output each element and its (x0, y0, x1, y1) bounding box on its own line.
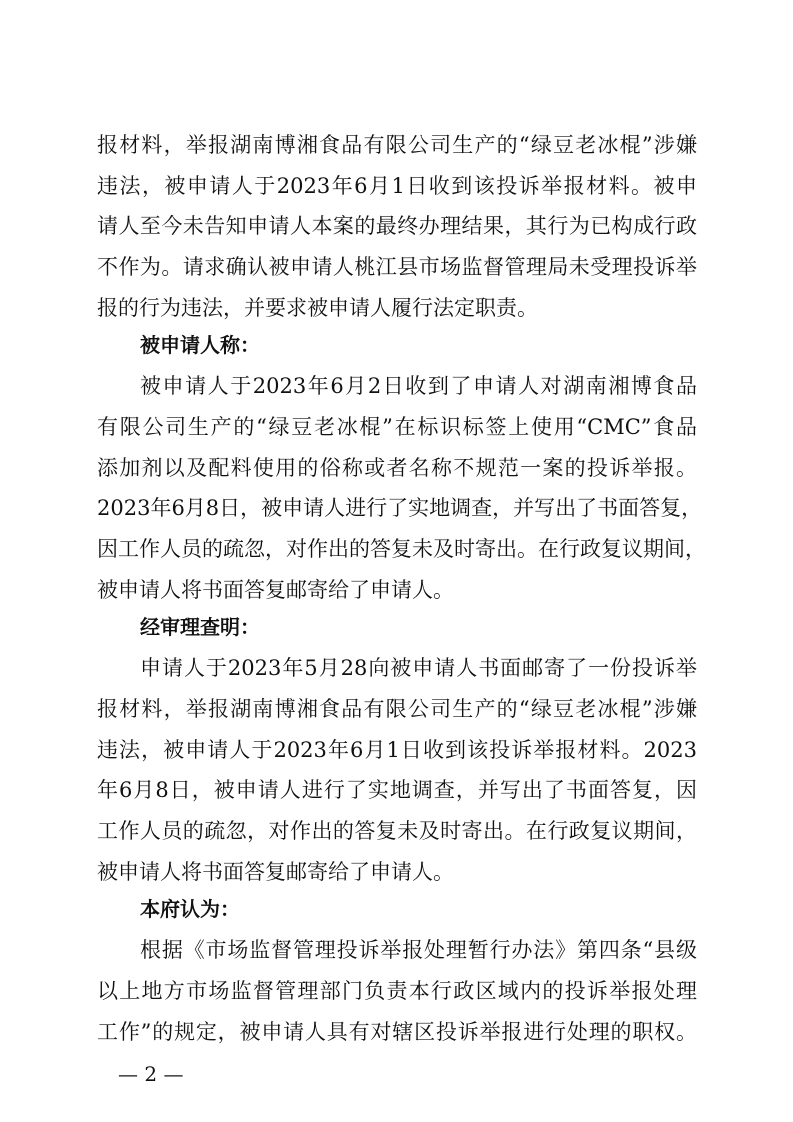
paragraph-line: 申请人于2023年5月28向被申请人书面邮寄了一份投诉举 (140, 656, 697, 680)
paragraph-line: 违法，被申请人于2023年6月1日收到该投诉举报材料。被申 (97, 174, 697, 198)
page-number: — 2 — (118, 1062, 184, 1086)
paragraph-line: 2023年6月8日，被申请人进行了实地调查，并写出了书面答复， (97, 496, 703, 520)
paragraph-line: 以上地方市场监督管理部门负责本行政区域内的投诉举报处理 (97, 979, 697, 1003)
paragraph-line: 不作为。请求确认被申请人桃江县市场监督管理局未受理投诉举 (97, 255, 697, 279)
paragraph-line: 报材料，举报湖南博湘食品有限公司生产的“绿豆老冰棍”涉嫌 (97, 697, 697, 721)
paragraph-line: 违法，被申请人于2023年6月1日收到该投诉举报材料。2023 (97, 738, 697, 762)
paragraph-line: 有限公司生产的“绿豆老冰棍”在标识标签上使用“CMC”食品 (97, 415, 697, 439)
paragraph-line: 请人至今未告知申请人本案的最终办理结果，其行为已构成行政 (97, 214, 697, 238)
section-heading-opinion: 本府认为： (140, 897, 240, 921)
paragraph-line: 工作人员的疏忽，对作出的答复未及时寄出。在行政复议期间， (97, 819, 697, 843)
paragraph-line: 工作”的规定，被申请人具有对辖区投诉举报进行处理的职权。 (97, 1020, 697, 1044)
paragraph-line: 根据《市场监督管理投诉举报处理暂行办法》第四条“县级 (140, 938, 697, 962)
paragraph-line: 被申请人将书面答复邮寄给了申请人。 (97, 860, 454, 884)
paragraph-line: 被申请人于2023年6月2日收到了申请人对湖南湘博食品 (140, 374, 697, 398)
section-heading-respondent: 被申请人称： (140, 333, 260, 357)
paragraph-line: 添加剂以及配料使用的俗称或者名称不规范一案的投诉举报。 (97, 456, 697, 480)
paragraph-line: 报的行为违法，并要求被申请人履行法定职责。 (97, 296, 538, 320)
section-heading-findings: 经审理查明： (140, 615, 260, 639)
paragraph-line: 报材料，举报湖南博湘食品有限公司生产的“绿豆老冰棍”涉嫌 (97, 133, 697, 157)
paragraph-line: 年6月8日，被申请人进行了实地调查，并写出了书面答复，因 (97, 778, 697, 802)
paragraph-line: 因工作人员的疏忽，对作出的答复未及时寄出。在行政复议期间， (97, 537, 706, 561)
paragraph-line: 被申请人将书面答复邮寄给了申请人。 (97, 578, 454, 602)
